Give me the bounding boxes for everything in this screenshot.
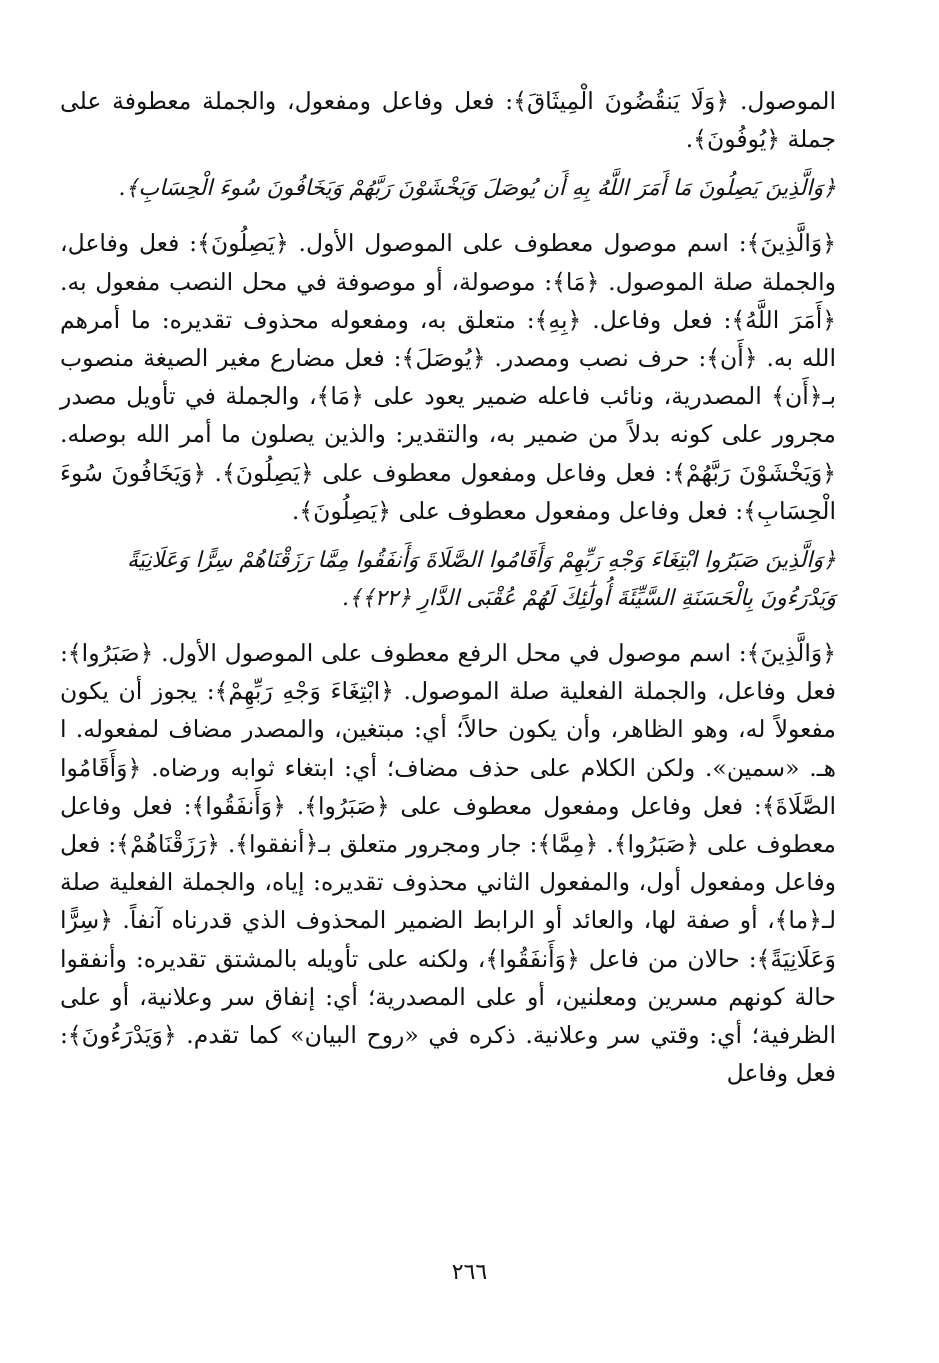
page-body: [60, 82, 836, 1104]
paragraph-1: الموصول. ﴿وَلَا يَنقُضُونَ الْمِيثَاقَ﴾: فعل وفاعل ومفعول، والجملة معطوفة على جملة ﴿يُوفُونَ﴾.: [60, 87, 836, 154]
quran-verse-1: ﴿وَالَّذِينَ يَصِلُونَ مَا أَمَرَ اللَّهُ بِهِ أَن يُوصَلَ وَيَخْشَوْنَ رَبَّهُمْ وَيَخَافُونَ سُوءَ الْحِسَابِ﴾.: [118, 176, 836, 202]
paragraph-2: ﴿وَالَّذِينَ﴾: اسم موصول معطوف على الموصول الأول. ﴿يَصِلُونَ﴾: فعل وفاعل، والجملة صلة الموصول. ﴿مَا﴾: موصولة، أو موصوفة في محل النصب مفعول به. ﴿أَمَرَ اللَّهُ﴾: فعل وفاعل. ﴿بِهِ﴾: متعلق به، ومفعوله محذوف تقديره: ما أمرهم الله به. ﴿أَن﴾: حرف نصب ومصدر. ﴿يُوصَلَ﴾: فعل مضارع مغير الصيغة منصوب بـ﴿أَن﴾ المصدرية، ونائب فاعله ضمير يعود على ﴿مَا﴾، والجملة في تأويل مصدر مجرور على كونه بدلاً من ضمير به، والتقدير: والذين يصلون ما أمر الله بوصله. ﴿وَيَخْشَوْنَ رَبَّهُمْ﴾: فعل وفاعل ومفعول معطوف على ﴿يَصِلُونَ﴾. ﴿وَيَخَافُونَ سُوءَ الْحِسَابِ﴾: فعل وفاعل ومفعول معطوف على ﴿يَصِلُونَ﴾.: [60, 229, 836, 525]
quran-verse-2: ﴿وَالَّذِينَ صَبَرُوا ابْتِغَاءَ وَجْهِ رَبِّهِمْ وَأَقَامُوا الصَّلَاةَ وَأَنفَقُوا مِمَّا رَزَقْنَاهُمْ سِرًّا وَعَلَانِيَةً وَيَدْرَءُونَ بِالْحَسَنَةِ السَّيِّئَةَ أُولَٰئِكَ لَهُمْ عُقْبَى الدَّارِ ﴿٢٢﴾﴾.: [127, 548, 836, 612]
page-number: ٢٦٦: [451, 1260, 488, 1285]
paragraph-3: ﴿وَالَّذِينَ﴾: اسم موصول في محل الرفع معطوف على الموصول الأول. ﴿صَبَرُوا﴾: فعل وفاعل، والجملة الفعلية صلة الموصول. ﴿ابْتِغَاءَ وَجْهِ رَبِّهِمْ﴾: يجوز أن يكون مفعولاً له، وهو الظاهر، وأن يكون حالاً؛ أي: مبتغين، والمصدر مضاف لمفعوله. ا هـ. «سمين». ولكن الكلام على حذف مضاف؛ أي: ابتغاء ثوابه ورضاه. ﴿وَأَقَامُوا الصَّلَاةَ﴾: فعل وفاعل ومفعول معطوف على ﴿صَبَرُوا﴾. ﴿وَأَنفَقُوا﴾: فعل وفاعل معطوف على ﴿صَبَرُوا﴾. ﴿مِمَّا﴾: جار ومجرور متعلق بـ﴿أنفقوا﴾. ﴿رَزَقْنَاهُمْ﴾: فعل وفاعل ومفعول أول، والمفعول الثاني محذوف تقديره: إياه، والجملة الفعلية صلة لـ﴿ما﴾، أو صفة لها، والعائد أو الرابط الضمير المحذوف الذي قدرناه آنفاً. ﴿سِرًّا وَعَلَانِيَةً﴾: حالان من فاعل ﴿وَأَنفَقُوا﴾، ولكنه على تأويله بالمشتق تقديره: وأنفقوا حالة كونهم مسرين ومعلنين، أو على المصدرية؛ أي: إنفاق سر وعلانية، أو على الظرفية؛ أي: وقتي سر وعلانية. ذكره في «روح البيان» كما تقدم. ﴿وَيَدْرَءُونَ﴾: فعل وفاعل: [60, 639, 836, 1088]
